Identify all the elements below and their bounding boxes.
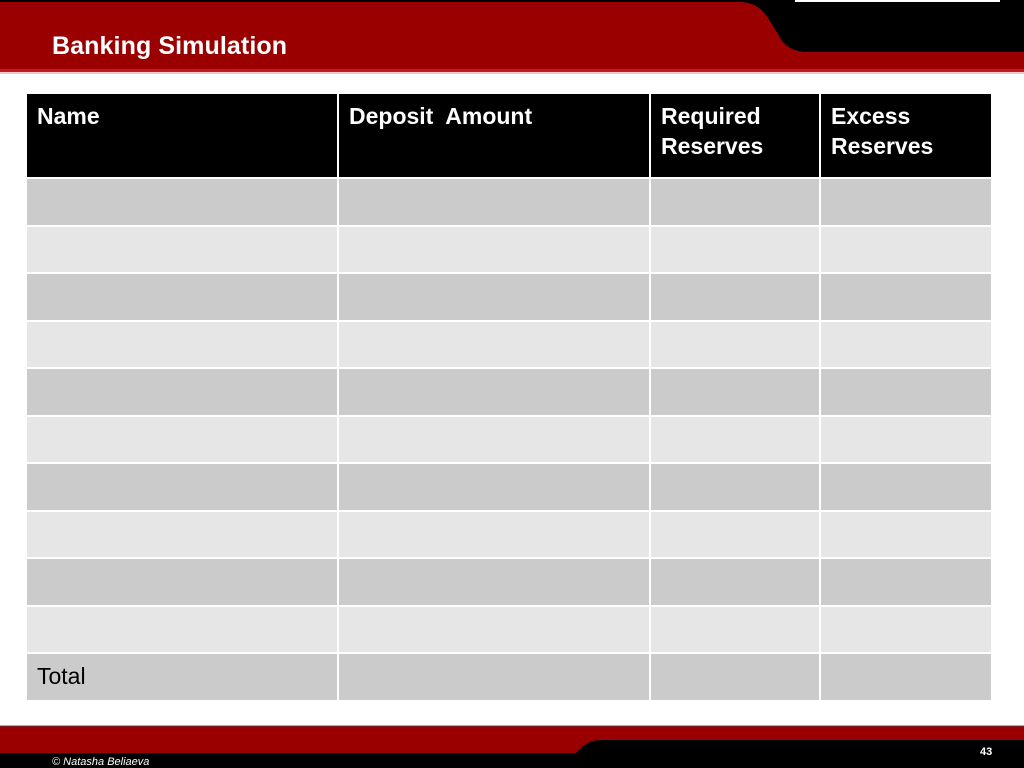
table-cell[interactable]: [650, 416, 820, 464]
table-cell[interactable]: [820, 321, 992, 369]
table-cell[interactable]: [650, 368, 820, 416]
table-cell[interactable]: [650, 558, 820, 606]
table-cell[interactable]: [26, 511, 338, 559]
table-cell[interactable]: [26, 226, 338, 274]
table-cell[interactable]: [26, 558, 338, 606]
total-deposit-cell[interactable]: [338, 653, 650, 701]
table-cell[interactable]: [820, 606, 992, 654]
table-cell[interactable]: [820, 273, 992, 321]
header-deposit-amount: Deposit Amount: [338, 93, 650, 178]
header-required-reserves: Required Reserves: [650, 93, 820, 178]
table-cell[interactable]: [820, 558, 992, 606]
table-row: [26, 511, 992, 559]
table-row: [26, 178, 992, 226]
table-cell[interactable]: [650, 178, 820, 226]
table-row: [26, 606, 992, 654]
table-cell[interactable]: [820, 463, 992, 511]
table-cell[interactable]: [338, 511, 650, 559]
table-cell[interactable]: [820, 226, 992, 274]
table-cell[interactable]: [26, 368, 338, 416]
table-total-row: [26, 653, 992, 701]
table-cell[interactable]: [338, 321, 650, 369]
table-header-row: [26, 93, 992, 178]
table-cell[interactable]: [338, 606, 650, 654]
table-cell[interactable]: [338, 178, 650, 226]
table-cell[interactable]: [26, 606, 338, 654]
table-cell[interactable]: [338, 273, 650, 321]
page-number: 43: [980, 746, 993, 758]
table-cell[interactable]: [650, 463, 820, 511]
table-row: [26, 226, 992, 274]
table-row: [26, 558, 992, 606]
total-excess-cell[interactable]: [820, 653, 992, 701]
table-row: [26, 416, 992, 464]
table-cell[interactable]: [650, 273, 820, 321]
banking-table: [25, 92, 993, 702]
table-cell[interactable]: [338, 416, 650, 464]
header-excess-reserves: Excess Reserves: [820, 93, 992, 178]
table-row: [26, 321, 992, 369]
copyright-text: © Natasha Beliaeva: [52, 756, 150, 768]
table-cell[interactable]: [26, 463, 338, 511]
table-cell[interactable]: [338, 226, 650, 274]
table-cell[interactable]: [338, 463, 650, 511]
table-cell[interactable]: [26, 273, 338, 321]
footer-band: [0, 720, 1024, 768]
table-cell[interactable]: [650, 226, 820, 274]
table-cell[interactable]: [650, 606, 820, 654]
table-cell[interactable]: [26, 178, 338, 226]
table-cell[interactable]: [26, 321, 338, 369]
table-cell[interactable]: [338, 368, 650, 416]
table-cell[interactable]: [820, 368, 992, 416]
header-name: Name: [26, 93, 338, 178]
table-row: [26, 368, 992, 416]
table-cell[interactable]: [820, 178, 992, 226]
slide-title: Banking Simulation: [52, 32, 288, 60]
table-cell[interactable]: [650, 321, 820, 369]
table-row: [26, 463, 992, 511]
table-cell[interactable]: [820, 511, 992, 559]
total-required-cell[interactable]: [650, 653, 820, 701]
table-row: [26, 273, 992, 321]
table-cell[interactable]: [650, 511, 820, 559]
table-cell[interactable]: [26, 416, 338, 464]
table-cell[interactable]: [820, 416, 992, 464]
table-cell[interactable]: [338, 558, 650, 606]
total-label: Total: [26, 653, 338, 701]
